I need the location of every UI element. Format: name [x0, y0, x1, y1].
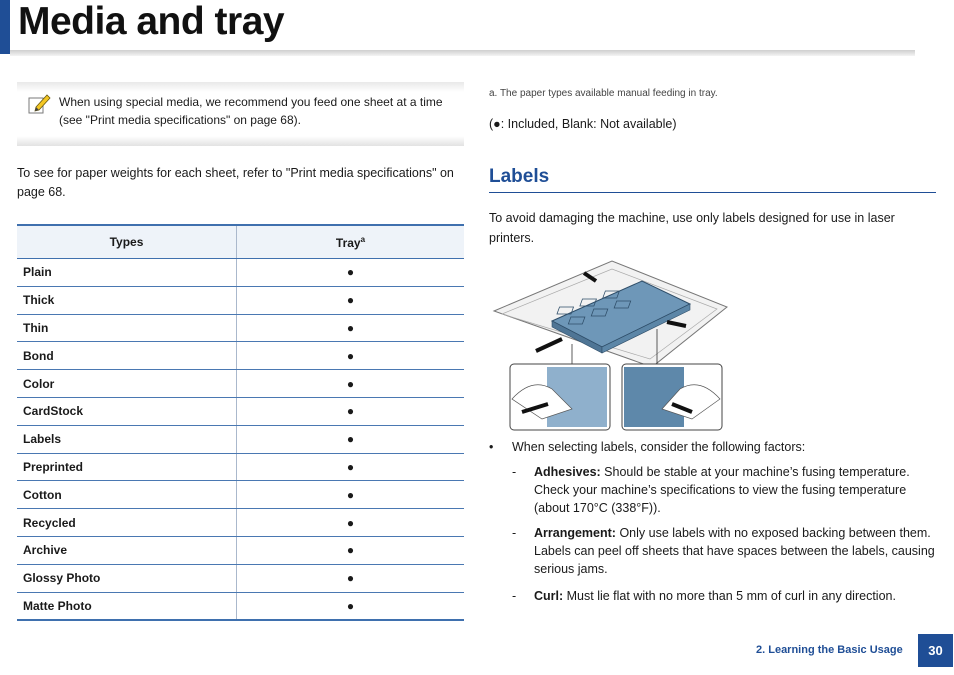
media-type-cell: Matte Photo [17, 592, 237, 620]
bullet-icon: • [489, 440, 494, 454]
availability-legend: (●: Included, Blank: Not available) [489, 117, 677, 131]
note-text: When using special media, we recommend you feed one sheet at a time (see "Print media specifications" on page 68). [59, 95, 443, 127]
media-type-cell: Thick [17, 286, 237, 314]
media-type-cell: Recycled [17, 509, 237, 537]
factor-text: Must lie flat with no more than 5 mm of curl in any direction. [563, 589, 896, 603]
table-row [17, 259, 464, 287]
table-row [17, 509, 464, 537]
table-row [17, 481, 464, 509]
media-type-cell: Cotton [17, 481, 237, 509]
section-divider [489, 192, 936, 193]
page-number: 30 [918, 634, 953, 667]
header-tray: Tray$^a$ [237, 225, 465, 259]
table-row [17, 370, 464, 398]
table-row [17, 286, 464, 314]
table-row [17, 592, 464, 620]
table-row [17, 536, 464, 564]
label-loading-illustration [492, 259, 732, 434]
tray-availability-cell: ● [237, 370, 465, 398]
bullet-text: When selecting labels, consider the following factors: [512, 440, 806, 454]
factor-text: Should be stable at your machine’s fusing temperature. Check your machine’s specifications to view the fusing temperature (about 170°C (338°F)). [534, 465, 910, 515]
tray-availability-cell: ● [237, 259, 465, 287]
table-row [17, 314, 464, 342]
labels-intro: To avoid damaging the machine, use only labels designed for use in laser printers. [489, 211, 895, 245]
intro-paragraph: To see for paper weights for each sheet, refer to "Print media specifications" on page 68. [17, 166, 454, 199]
header-types: Types [17, 225, 237, 259]
tray-availability-cell: ● [237, 397, 465, 425]
table-footnote: a. The paper types available manual feeding in tray. [489, 88, 718, 99]
tray-availability-cell: ● [237, 286, 465, 314]
section-title-labels: Labels [489, 166, 550, 187]
tray-availability-cell: ● [237, 592, 465, 620]
tray-availability-cell: ● [237, 425, 465, 453]
page-title: Media and tray [18, 0, 285, 43]
tray-availability-cell: ● [237, 453, 465, 481]
media-type-cell: Bond [17, 342, 237, 370]
title-divider [10, 50, 915, 56]
tray-availability-cell: ● [237, 509, 465, 537]
tray-availability-cell: ● [237, 536, 465, 564]
table-row [17, 564, 464, 592]
tray-availability-cell: ● [237, 314, 465, 342]
media-type-cell: Preprinted [17, 453, 237, 481]
factor-term: Arrangement: [534, 526, 616, 540]
media-type-cell: CardStock [17, 397, 237, 425]
media-type-table [17, 224, 464, 621]
table-row [17, 397, 464, 425]
factor-text: Only use labels with no exposed backing between them. Labels can peel off sheets that have spaces between the labels, causing serious jams. [534, 526, 935, 576]
table-row [17, 425, 464, 453]
footer-chapter-link[interactable]: 2. Learning the Basic Usage [756, 644, 903, 656]
tray-availability-cell: ● [237, 564, 465, 592]
media-type-cell: Thin [17, 314, 237, 342]
pencil-note-icon [27, 92, 51, 116]
factor-term: Curl: [534, 589, 564, 603]
media-type-cell: Archive [17, 536, 237, 564]
header-accent-bar [0, 0, 10, 54]
media-type-cell: Plain [17, 259, 237, 287]
tray-availability-cell: ● [237, 481, 465, 509]
media-type-cell: Labels [17, 425, 237, 453]
media-type-cell: Glossy Photo [17, 564, 237, 592]
note-box [17, 82, 464, 146]
table-row [17, 453, 464, 481]
tray-availability-cell: ● [237, 342, 465, 370]
media-type-cell: Color [17, 370, 237, 398]
table-row [17, 342, 464, 370]
factor-term: Adhesives: [534, 465, 601, 479]
